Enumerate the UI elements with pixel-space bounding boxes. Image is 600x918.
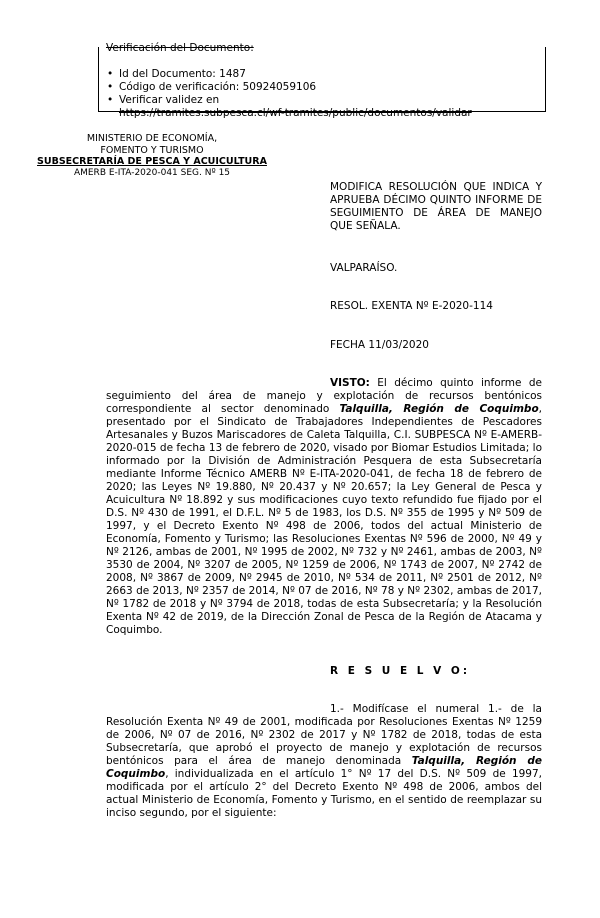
document-id: • Id del Documento: 1487 [107, 68, 539, 81]
verify-validity [107, 94, 539, 120]
verify-validity-label: Verificar validez en [119, 94, 220, 106]
visto-text-1: El décimo quinto informe de seguimiento del área de manejo y explotación de recursos bentónicos correspondiente al sector denominado [106, 377, 542, 415]
article-1-text-1: 1.- Modifícase el numeral 1.- de la Resolución Exenta Nº 49 de 2001, modificada por Resoluciones Exentas Nº 1259 de 2006, Nº 07 de 2016, Nº 2302 de 2017 y Nº 1782 de 2018, todas de esta Subsecretaría, que aprobó el proyecto de manejo y explotación de recursos bentónicos para el área de manejo denominada [106, 703, 542, 767]
resolution-date: FECHA 11/03/2020 [330, 339, 429, 351]
place: VALPARAÍSO. [330, 262, 398, 274]
document-reference: AMERB E-ITA-2020-041 SEG. Nº 15 [73, 167, 231, 178]
verification-link[interactable]: https://tramites.subpesca.cl/wf-tramites/public/documentos/validar [119, 107, 472, 119]
subsecretaria-name: SUBSECRETARÍA DE PESCA Y ACUICULTURA [37, 156, 267, 167]
resuelvo-heading: R E S U E L V O: [330, 665, 471, 677]
verification-box [98, 47, 546, 119]
visto-paragraph [106, 377, 542, 637]
article-1-area-name: Talquilla, Región de Coquimbo [106, 755, 542, 780]
visto-area-name: Talquilla, Región de Coquimbo [339, 403, 539, 415]
ministry-name-2: FOMENTO Y TURISMO [100, 144, 204, 156]
ministry-name: MINISTERIO DE ECONOMÍA, [86, 133, 218, 144]
ministry-header [24, 133, 280, 179]
resolution-number: RESOL. EXENTA Nº E-2020-114 [330, 300, 493, 312]
article-1 [106, 703, 542, 820]
visto-text-2: , presentado por el Sindicato de Trabajadores Independientes de Pescadores Artesanales y Buzos Mariscadores de Caleta Talquilla, C.I. SUBPESCA Nº E-AMERB-2020-015 de fecha 13 de febrero de 2020, visado por Biomar Estudios Limitada; lo informado por la División de Administración Pesquera de esta Subsecretaría mediante Informe Técnico AMERB Nº E-ITA-2020-041, de fecha 18 de febrero de 2020; las Leyes Nº 19.880, Nº 20.437 y Nº 20.657; la Ley General de Pesca y Acuicultura Nº 18.892 y sus modificaciones cuyo texto refundido fue fijado por el D.S. Nº 430 de 1991, el D.F.L. Nº 5 de 1983, los D.S. Nº 355 de 1995 y Nº 509 de 1997, y el Decreto Exento Nº 498 de 2006, todos del actual Ministerio de Economía, Fomento y Turismo; las Resoluciones Exentas Nº 596 de 2000, Nº 49 y Nº 2126, ambas de 2001, Nº 1995 de 2002, Nº 732 y Nº 2461, ambas de 2003, Nº 3530 de 2004, Nº 3207 de 2005, Nº 1259 de 2006, Nº 1743 de 2007, Nº 2742 de 2008, Nº 3867 de 2009, Nº 2945 de 2010, Nº 534 de 2011, Nº 2501 de 2012, Nº 2663 de 2013, Nº 2357 de 2014, Nº 07 de 2016, Nº 78 y Nº 2302, ambas de 2017, Nº 1782 de 2018 y Nº 3794 de 2018, todas de esta Subsecretaría; y la Resolución Exenta Nº 42 de 2019, de la Dirección Zonal de Pesca de la Región de Atacama y Coquimbo. [106, 403, 542, 636]
article-1-text-2: , individualizada en el artículo 1° Nº 17 del D.S. Nº 509 de 1997, modificada por el artículo 2° del Decreto Exento Nº 498 de 2006, ambos del actual Ministerio de Economía, Fomento y Turismo, en el sentido de reemplazar su inciso segundo, por el siguiente: [106, 768, 542, 819]
verification-code: • Código de verificación: 50924059106 [107, 81, 539, 94]
verification-title: Verificación del Documento: [106, 42, 254, 54]
visto-label: VISTO: [330, 377, 370, 389]
verification-list [107, 68, 539, 120]
resolution-subject: MODIFICA RESOLUCIÓN QUE INDICA Y APRUEBA DÉCIMO QUINTO INFORME DE SEGUIMIENTO DE ÁREA DE MANEJO QUE SEÑALA. [330, 181, 542, 232]
